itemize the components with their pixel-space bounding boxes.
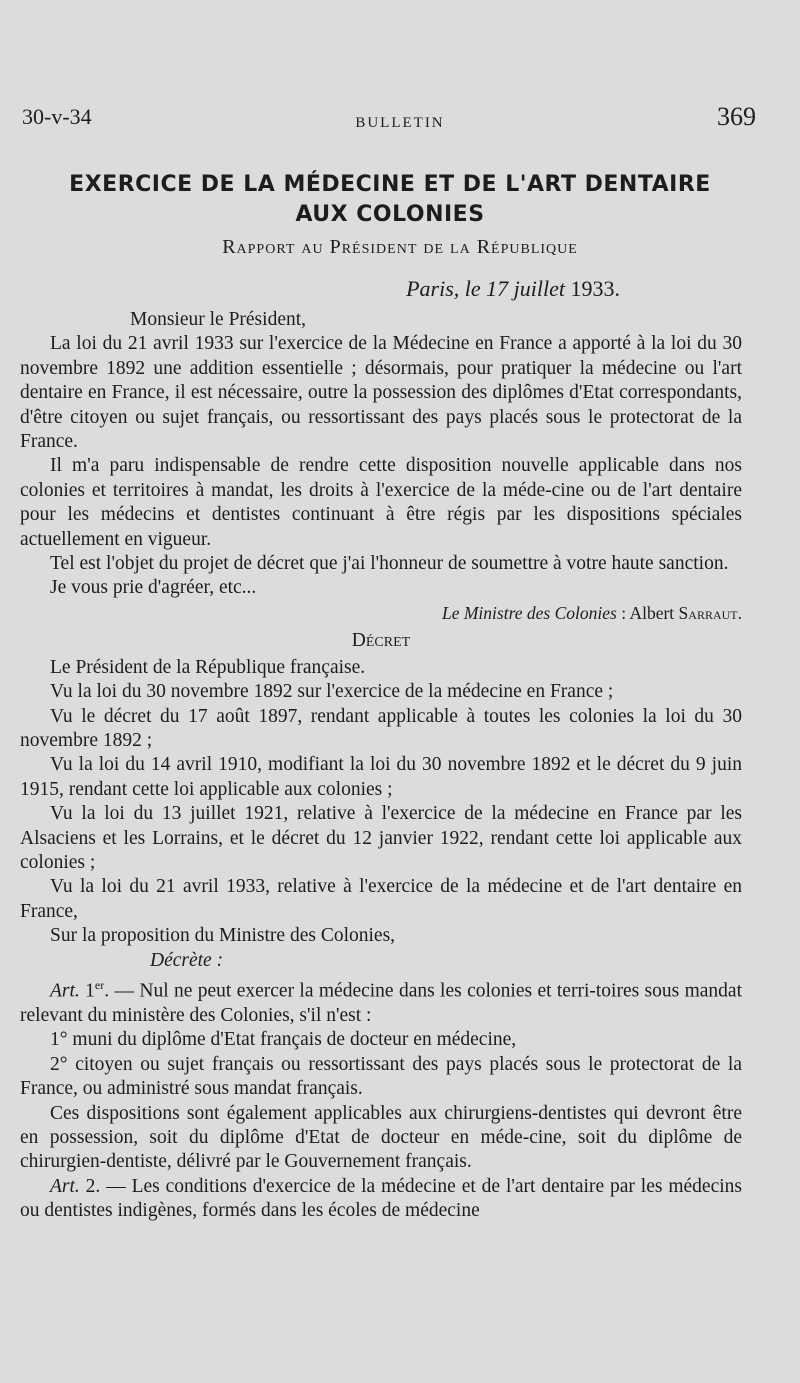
article-2 <box>20 1175 742 1224</box>
header-bulletin: BULLETIN <box>355 115 445 131</box>
dateline-year: 1933. <box>570 276 620 301</box>
decrete-heading: Décrète : <box>150 949 224 971</box>
art1-sup: er <box>94 977 105 992</box>
art1-item: 2° citoyen ou sujet français ou ressortissant des pays placés sous le protectorat de la France, ou administré sous mandat français. <box>20 1053 742 1100</box>
decret-paragraph: Le Président de la République française. <box>50 656 366 678</box>
decret-paragraph: Vu le décret du 17 août 1897, rendant applicable à toutes les colonies la loi du 30 novembre 1892 ; <box>20 705 742 751</box>
decret-paragraph: Vu la loi du 14 avril 1910, modifiant la loi du 30 novembre 1892 et le décret du 9 juin 1915, rendant cette loi applicable aux colonies ; <box>20 754 742 800</box>
body-text <box>20 308 742 1224</box>
title-line-1: EXERCICE DE LA MÉDECINE ET DE L'ART DENTAIRE <box>69 172 711 197</box>
signature-role: Le Ministre des Colonies <box>441 602 617 623</box>
report-paragraph: Tel est l'objet du projet de décret que j'ai l'honneur de soumettre à votre haute sanction. <box>50 553 729 575</box>
art1-extra: Ces dispositions sont également applicables aux chirurgiens-dentistes qui devront être en possession, soit du diplôme d'Etat de docteur en méde-cine, soit du diplôme de chirurgien-dentiste, délivré par le Gouvernement français. <box>20 1102 742 1173</box>
report-paragraph: Je vous prie d'agréer, etc... <box>50 577 257 599</box>
page-number: 369 <box>717 102 756 131</box>
report-paragraph: Il m'a paru indispensable de rendre cette disposition nouvelle applicable dans nos colonies et territoires à mandat, les droits à l'exercice de la méde-cine ou de l'art dentaire pour les médecins et dentistes continuant à être régis par les dispositions spéciales actuellement en vigueur. <box>20 455 742 550</box>
decret-paragraph: Sur la proposition du Ministre des Colonies, <box>50 925 396 947</box>
decret-paragraph: Vu la loi du 30 novembre 1892 sur l'exercice de la médecine en France ; <box>50 681 614 703</box>
signature-sep: : Albert <box>616 602 679 623</box>
report-paragraph: La loi du 21 avril 1933 sur l'exercice de la Médecine en France a apporté à la loi du 30 novembre 1892 une addition essentielle ; désormais, pour pratiquer la médecine ou l'art dentaire en France, il est nécessaire, outre la possession des diplômes d'Etat correspondants, d'être citoyen ou sujet français, ou ressortissant des pays placés sous le protectorat de la France. <box>20 333 742 453</box>
dateline-place: Paris, le 17 juillet <box>406 276 565 301</box>
art1-item: 1° muni du diplôme d'Etat français de docteur en médecine, <box>50 1029 517 1051</box>
article-title <box>20 170 760 230</box>
decret-paragraph: Vu la loi du 21 avril 1933, relative à l'exercice de la médecine et de l'art dentaire en France, <box>20 876 742 922</box>
art2-text: 2. — Les conditions d'exercice de la médecine et de l'art dentaire par les médecins ou dentistes indigènes, formés dans les écoles de médecine <box>20 1175 742 1222</box>
art1-num: 1 <box>85 980 95 1002</box>
header-date: 30-v-34 <box>22 104 92 129</box>
signature-name: Sarraut. <box>678 602 742 623</box>
dateline <box>406 276 620 302</box>
art2-label: Art. <box>50 1175 80 1197</box>
art1-text: . — Nul ne peut exercer la médecine dans les colonies et terri-toires sous mandat relevant du ministère des Colonies, s'il n'est : <box>20 980 742 1026</box>
report-subtitle: Rapport au Président de la République <box>222 236 578 258</box>
salutation: Monsieur le Président, <box>130 309 307 330</box>
art1-label: Art. <box>50 980 80 1002</box>
title-line-2: AUX COLONIES <box>295 202 485 227</box>
decret-heading: Décret <box>351 630 411 652</box>
signature <box>20 601 742 625</box>
article-1 <box>20 973 742 1028</box>
decret-paragraph: Vu la loi du 13 juillet 1921, relative à l'exercice de la médecine en France par les Alsaciens et les Lorrains, et le décret du 12 janvier 1922, rendant cette loi applicable aux colonies ; <box>20 803 742 873</box>
